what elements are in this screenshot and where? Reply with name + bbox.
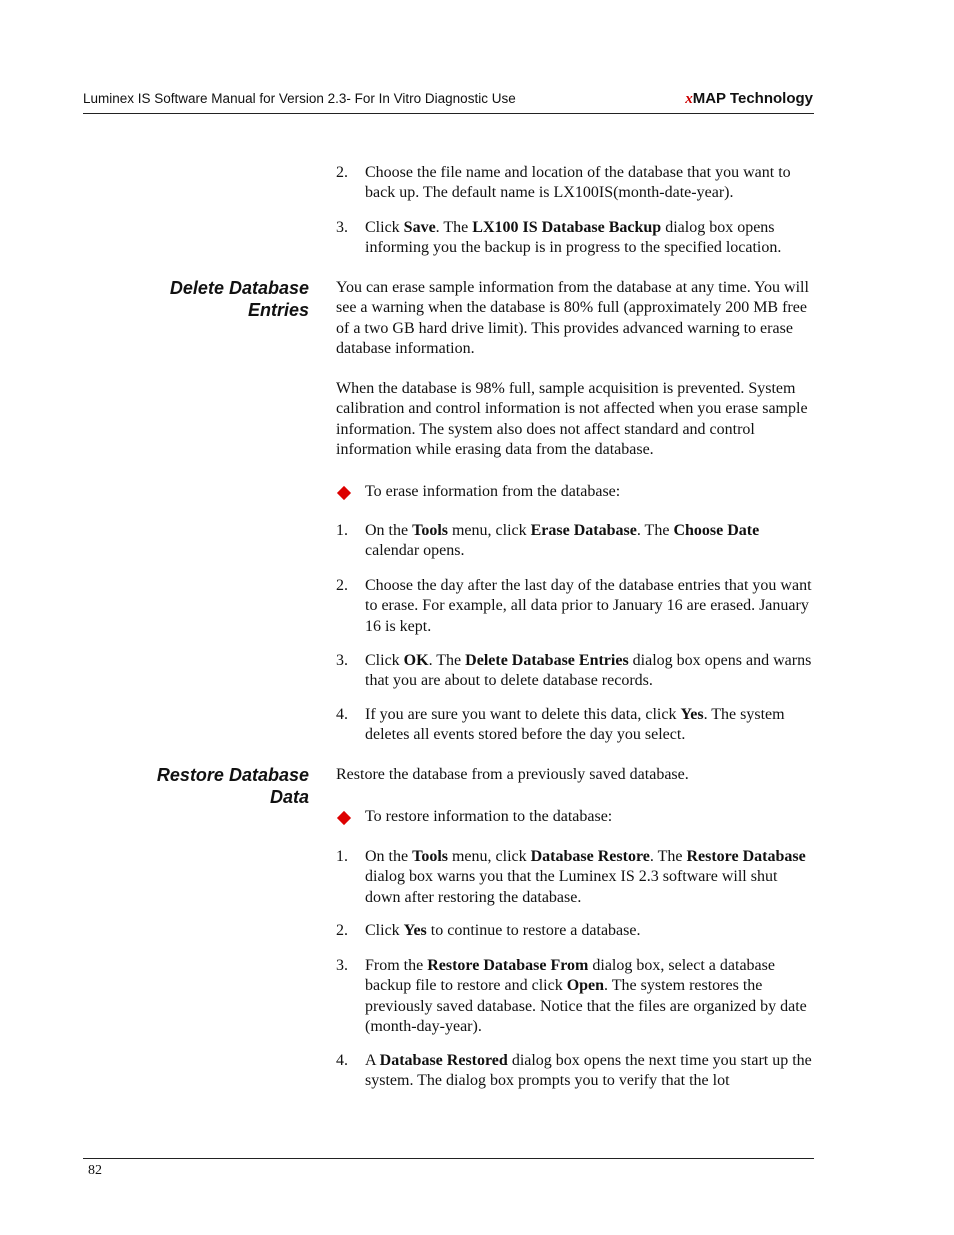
diamond-bullet-icon xyxy=(337,486,351,500)
delete-step-3: 3. Click OK. The Delete Database Entries dialog box opens and warns that you are about to delete database records. xyxy=(336,652,812,690)
delete-step-1: 1. On the Tools menu, click Erase Database. The Choose Date calendar opens. xyxy=(336,522,760,560)
restore-step-2: 2. Click Yes to continue to restore a database. xyxy=(336,922,641,939)
diamond-bullet-icon xyxy=(337,811,351,825)
brand-x: x xyxy=(685,91,693,107)
backup-step-2 xyxy=(336,163,814,204)
delete-step-4: 4. If you are sure you want to delete this data, click Yes. The system deletes all events stored before the day you select. xyxy=(336,706,785,744)
step-text: Click Save. The LX100 IS Database Backup dialog box opens informing you the backup is in progress to the specified location. xyxy=(365,219,782,257)
delete-bullet: To erase information from the database: xyxy=(336,482,814,502)
step-number: 2. xyxy=(336,164,348,181)
restore-intro: Restore the database from a previously saved database. xyxy=(336,766,689,783)
section-heading-delete: Delete Database Entries xyxy=(169,278,309,320)
header-rule xyxy=(83,113,814,114)
restore-bullet: To restore information to the database: xyxy=(336,807,814,827)
restore-step-1: 1. On the Tools menu, click Database Restore. The Restore Database dialog box warns you that the Luminex IS 2.3 software will shut down after restoring the database. xyxy=(336,848,806,906)
brand-rest: MAP Technology xyxy=(692,90,813,107)
delete-para-2: When the database is 98% full, sample acquisition is prevented. System calibration and control information is not affected when you erase sample information. The system also does not affect standard and control information while erasing data from the database. xyxy=(336,380,808,459)
restore-step-4: 4. A Database Restored dialog box opens the next time you start up the system. The dialog box prompts you to verify that the lot xyxy=(336,1052,812,1090)
footer-rule xyxy=(83,1158,814,1159)
step-text: Choose the file name and location of the database that you want to back up. The default name is LX100IS(month-date-year). xyxy=(365,164,791,202)
page-number: 82 xyxy=(88,1163,102,1178)
restore-step-3: 3. From the Restore Database From dialog box, select a database backup file to restore and click Open. The system restores the previously saved database. Notice that the files are organized by date (month-day-year). xyxy=(336,957,807,1036)
section-heading-restore: Restore Database Data xyxy=(156,765,309,807)
delete-step-2: 2. Choose the day after the last day of the database entries that you want to erase. For example, all data prior to January 16 are erased. January 16 is kept. xyxy=(336,577,812,635)
delete-para-1: You can erase sample information from the database at any time. You will see a warning when the database is 80% full (approximately 200 MB free of a two GB hard drive limit). This provides advanced warning to erase database information. xyxy=(336,279,809,358)
backup-step-3 xyxy=(336,218,814,259)
step-number: 3. xyxy=(336,219,348,236)
running-header-brand xyxy=(685,90,813,108)
running-header-title: Luminex IS Software Manual for Version 2.3- For In Vitro Diagnostic Use xyxy=(83,91,516,106)
